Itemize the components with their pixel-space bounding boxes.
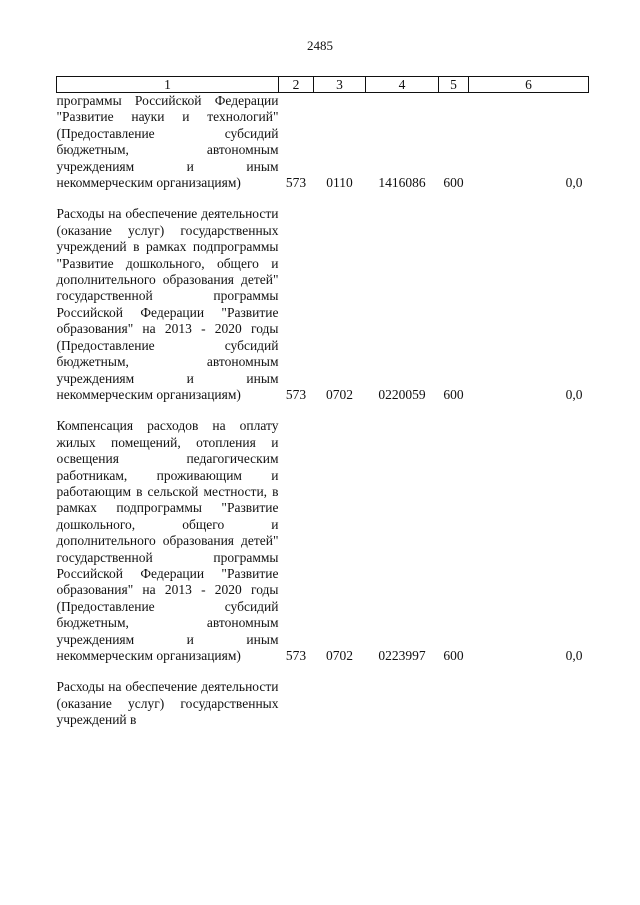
row-section-code: 0702 xyxy=(326,648,353,663)
table-header-row xyxy=(57,77,589,93)
row-expense-type xyxy=(439,679,469,728)
row-target-code: 1416086 xyxy=(378,175,426,191)
row-spacer xyxy=(57,664,589,679)
row-amount: 0,0 xyxy=(565,648,583,663)
row-gov-code xyxy=(279,679,314,728)
row-expense-type: 600 xyxy=(443,648,464,663)
row-expense-type: 600 xyxy=(443,175,464,191)
row-amount: 0,0 xyxy=(565,386,583,402)
row-amount xyxy=(469,679,589,728)
row-expense-type: 600 xyxy=(443,386,464,402)
row-gov-code: 573 xyxy=(285,175,307,191)
row-target-code: 0220059 xyxy=(378,386,426,402)
budget-table xyxy=(56,76,589,729)
table-row xyxy=(57,418,589,664)
row-section-code: 0702 xyxy=(326,386,353,402)
row-description: Компенсация расходов на оплату жилых помещений, отопления и освещения педагогическим работникам, проживающим и работающим в сельской местности, в рамках подпрограммы "Развитие дошкольного, общего и дополнительного образования детей" государственной программы Российской Федерации "Развитие образования" на 2013 - 2020 годы (Предоставление субсидий бюджетным, автономным учреждениям и иным некоммерческим организациям) xyxy=(56,418,279,663)
row-spacer xyxy=(57,191,589,206)
row-description: Расходы на обеспечение деятельности (оказание услуг) государственных учреждений в xyxy=(56,679,279,728)
table-row xyxy=(57,679,589,728)
table-row xyxy=(57,206,589,403)
row-section-code xyxy=(314,679,366,728)
table-row xyxy=(57,93,589,192)
row-target-code: 0223997 xyxy=(378,648,426,663)
page-number: 2485 xyxy=(307,38,333,53)
row-gov-code: 573 xyxy=(285,386,307,402)
column-header: 2 xyxy=(279,77,314,93)
row-target-code xyxy=(366,679,439,728)
row-description: Расходы на обеспечение деятельности (оказание услуг) государственных учреждений в рамках подпрограммы "Развитие дошкольного, общего и дополнительного образования детей" государственной программы Российской Федерации "Развитие образования" на 2013 - 2020 годы (Предоставление субсидий бюджетным, автономным учреждениям и иным некоммерческим организациям) xyxy=(56,206,279,402)
row-description: программы Российской Федерации "Развитие науки и технологий" (Предоставление субсидий бюджетным, автономным учреждениям и иным некоммерческим организациям) xyxy=(56,93,279,191)
column-header: 1 xyxy=(57,77,279,93)
column-header: 6 xyxy=(469,77,589,93)
column-header: 4 xyxy=(366,77,439,93)
row-section-code: 0110 xyxy=(326,175,353,191)
row-amount: 0,0 xyxy=(565,175,583,191)
row-spacer xyxy=(57,403,589,418)
column-header: 5 xyxy=(439,77,469,93)
row-gov-code: 573 xyxy=(285,648,307,663)
column-header: 3 xyxy=(314,77,366,93)
